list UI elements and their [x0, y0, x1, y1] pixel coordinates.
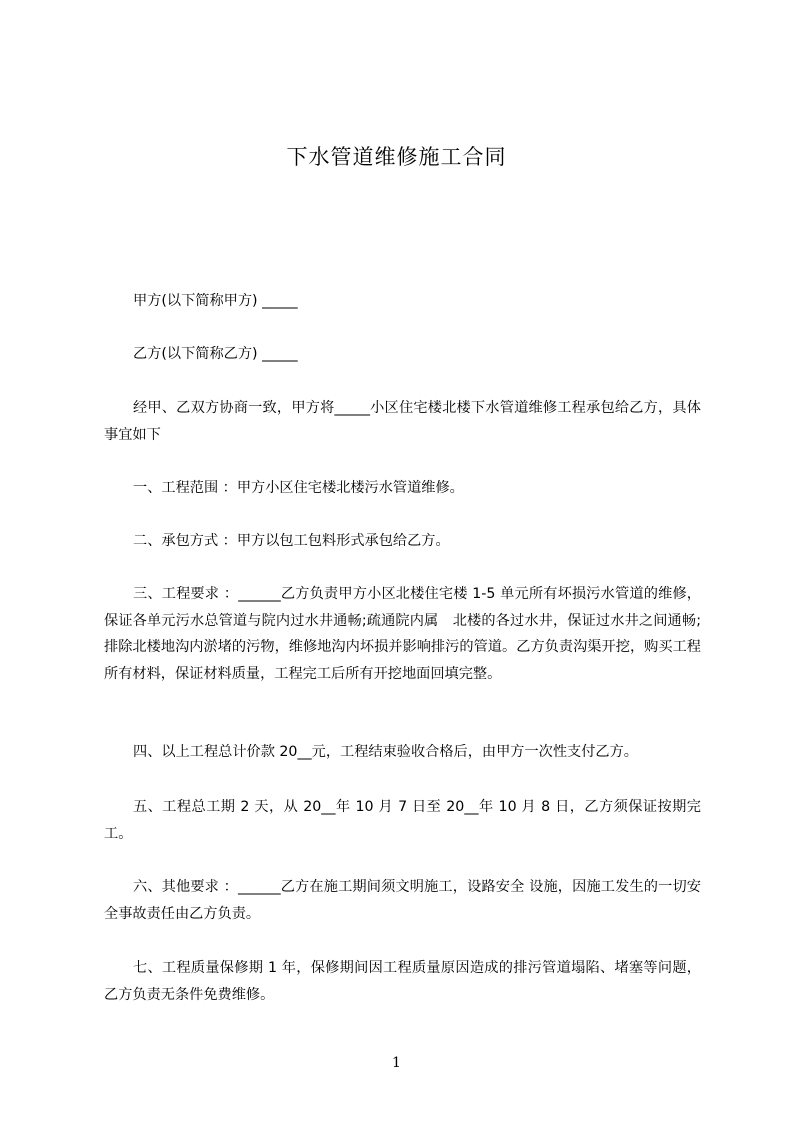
page-number: 1	[392, 1055, 401, 1071]
clause-2: 二、承包方式 ：甲方以包工包料形式承包给乙方。	[133, 533, 450, 549]
party-a-line: 甲方(以下简称甲方) _____	[133, 293, 298, 309]
intro-paragraph: 经甲、乙双方协商一致，甲方将_____小区住宅楼北楼下水管道维修工程承包给乙方，具体事宜如下	[104, 400, 701, 443]
party-b-line: 乙方(以下简称乙方) _____	[133, 346, 298, 362]
clause-1: 一、工程范围 ：甲方小区住宅楼北楼污水管道维修。	[133, 480, 464, 496]
clause-6: 六、其他要求 ：______乙方在施工期间须文明施工，设路安全 设施，因施工发生的一切安全事故责任由乙方负责。	[104, 879, 701, 922]
clause-3: 三、工程要求 ：______乙方负责甲方小区北楼住宅楼 1-5 单元所有坏损污水管道的维修，保证各单元污水总管道与院内过水井通畅;疏通院内属 北楼的各过水井，保证过水井之间通畅;排除北楼地沟内淤堵的污物，维修地沟内坏损并影响排污的管道。乙方负责沟渠开挖，购买工程所有材料，保证材料质量，工程完工后所有开挖地面回填完整。	[104, 586, 701, 682]
clause-7: 七、工程质量保修期 1 年，保修期间因工程质量原因造成的排污管道塌陷、堵塞等问题，乙方负责无条件免费维修。	[104, 960, 701, 1003]
document-title: 下水管道维修施工合同	[286, 145, 507, 169]
clause-4: 四、以上工程总计价款 20__元，工程结束验收合格后，由甲方一次性支付乙方。	[133, 744, 638, 760]
clause-5: 五、工程总工期 2 天，从 20__年 10 月 7 日至 20__年 10 月 8 日，乙方须保证按期完工。	[104, 799, 701, 842]
